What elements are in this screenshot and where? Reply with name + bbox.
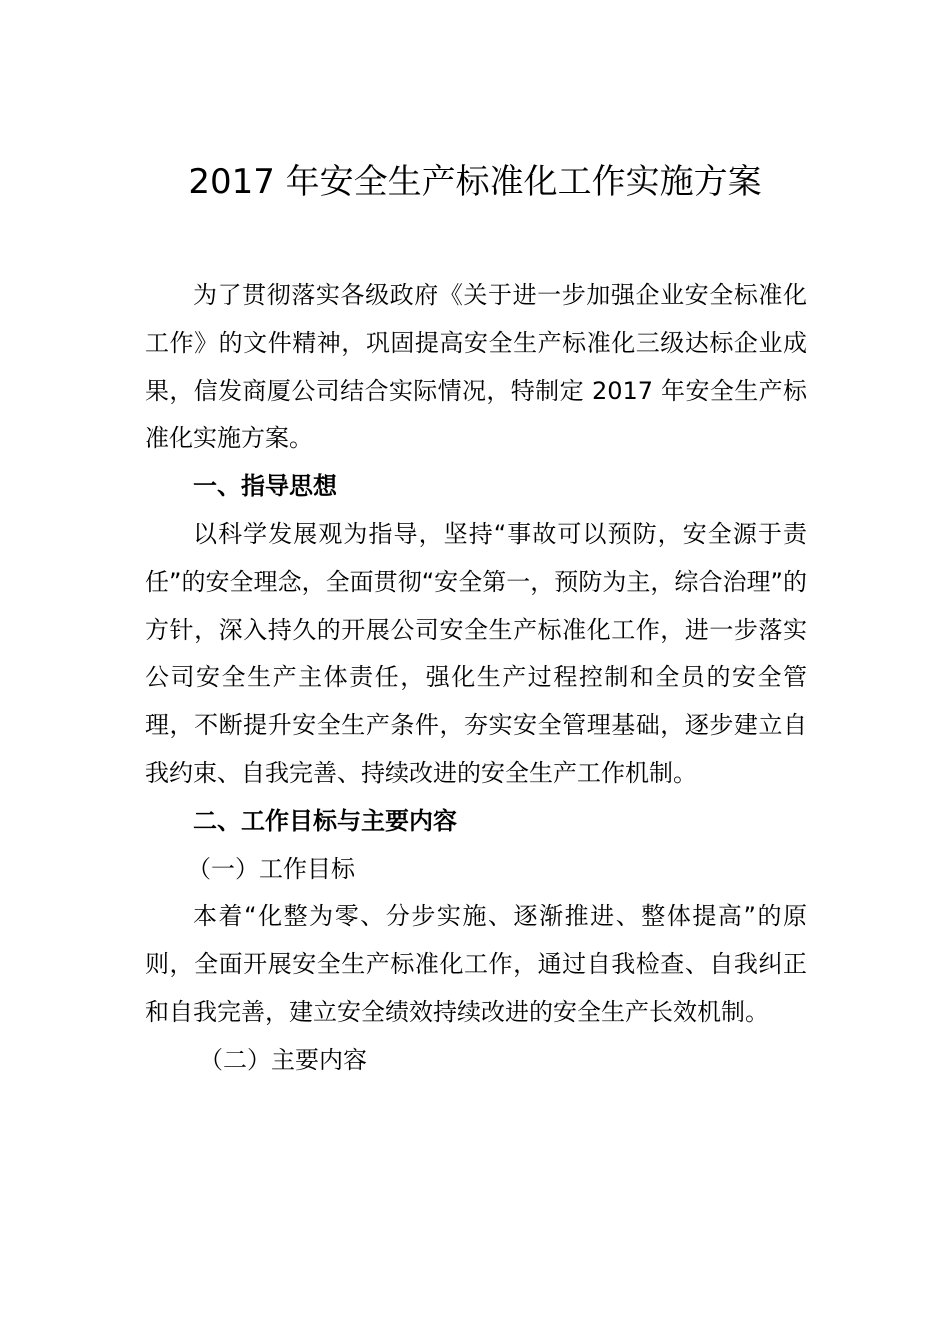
document-title: 2017 年安全生产标准化工作实施方案 [188,162,762,202]
document-body [145,272,807,1085]
work-goals-paragraph: 本着“化整为零、分步实施、逐渐推进、整体提高”的原则，全面开展安全生产标准化工作，通过自我检查、自我纠正和自我完善，建立安全绩效持续改进的安全生产长效机制。 [145,902,807,1026]
section-heading-goals-and-content: 二、工作目标与主要内容 [193,806,457,835]
section-heading-guiding-ideology: 一、指导思想 [193,472,337,501]
subsection-heading-main-content: （二）主要内容 [199,1045,367,1074]
intro-paragraph: 为了贯彻落实各级政府《关于进一步加强企业安全标准化工作》的文件精神，巩固提高安全生产标准化三级达标企业成果，信发商厦公司结合实际情况，特制定 2017 年安全生产标准化实施方案。 [145,281,807,453]
subsection-heading-work-goals: （一）工作目标 [187,854,355,883]
guiding-ideology-paragraph: 以科学发展观为指导，坚持“事故可以预防，安全源于责任”的安全理念，全面贯彻“安全第一，预防为主，综合治理”的方针，深入持久的开展公司安全生产标准化工作，进一步落实公司安全生产主体责任，强化生产过程控制和全员的安全管理，不断提升安全生产条件，夯实安全管理基础，逐步建立自我约束、自我完善、持续改进的安全生产工作机制。 [145,519,807,787]
